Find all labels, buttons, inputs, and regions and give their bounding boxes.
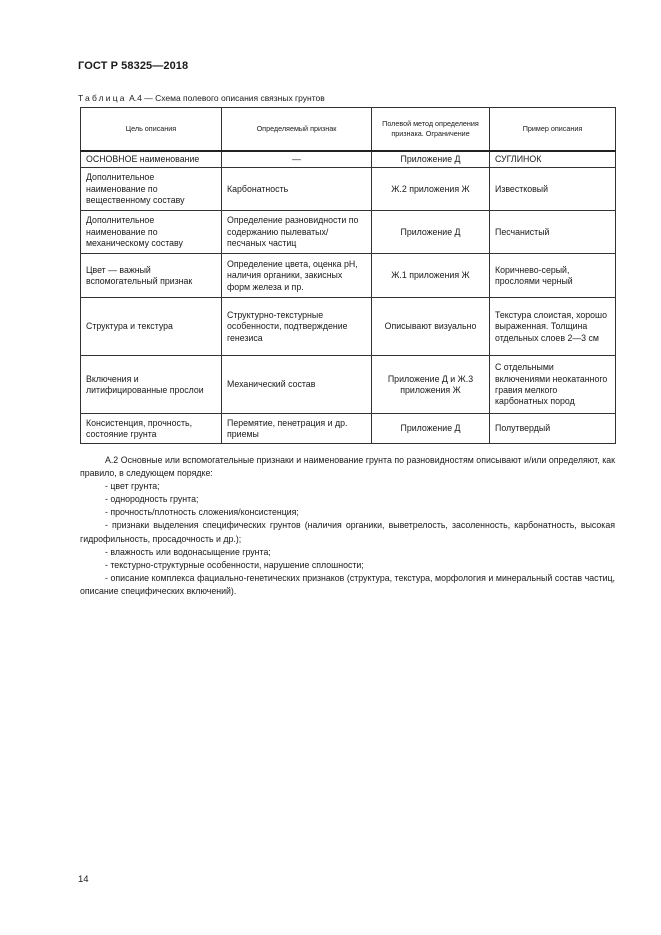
section-a2-text [80,454,615,598]
cell-method: Ж.2 приложения Ж [372,168,490,211]
cell-attribute: — [222,151,372,168]
cell-example: С отдельными включениями неокатанного гравия мелкого карбонатных пород [490,356,616,414]
list-item: - признаки выделения специфических грунтов (наличия органики, выветрелость, засоленность, карбонатность, высокая гидрофильность, просадочность и др.); [80,520,615,544]
cell-attribute: Определение разновидности по содержанию пылеватых/ песчаных частиц [222,211,372,254]
table-caption-text: А.4 — Схема полевого описания связных грунтов [126,93,325,103]
cell-method: Приложение Д [372,414,490,444]
cell-method: Приложение Д [372,151,490,168]
cell-purpose: Цвет — важный вспомогательный признак [81,254,222,298]
table-row [81,356,616,414]
cell-example: Коричнево-серый, прослоями черный [490,254,616,298]
column-header-purpose: Цель описания [81,108,222,152]
table-header-row [81,108,616,152]
table-caption-word: Таблица [78,93,127,103]
table-row [81,168,616,211]
list-item: - однородность грунта; [105,494,199,505]
list-item: - описание комплекса фациально-генетических признаков (структура, текстура, морфология и минеральный состав частиц, описание специфических включений). [80,572,615,596]
table-row [81,211,616,254]
cell-example: Известковый [490,168,616,211]
table-caption [78,93,325,103]
field-description-table [80,107,616,444]
table-row [81,254,616,298]
cell-attribute: Определение цвета, оценка pH, наличия органики, закисных форм железа и пр. [222,254,372,298]
cell-purpose: Структура и текстура [81,298,222,356]
cell-purpose: Дополнительное наименование по механическому составу [81,211,222,254]
list-item: - влажность или водонасыщение грунта; [105,546,271,557]
cell-example: СУГЛИНОК [490,151,616,168]
cell-example: Текстура слоистая, хорошо выраженная. Толщина отдельных слоев 2—3 см [490,298,616,356]
list-item: - цвет грунта; [105,481,160,492]
column-header-attribute: Определяемый признак [222,108,372,152]
cell-example: Полутвердый [490,414,616,444]
table-row [81,414,616,444]
paragraph-intro: А.2 Основные или вспомогательные признаки и наименование грунта по разновидностям описывают и/или определяют, как правило, в следующем порядке: [80,455,615,479]
cell-method: Ж.1 приложения Ж [372,254,490,298]
cell-method: Приложение Д [372,211,490,254]
column-header-method: Полевой метод определения признака. Ограничение [372,108,490,152]
table-row [81,298,616,356]
cell-purpose: Дополнительное наименование по вещественному составу [81,168,222,211]
column-header-example: Пример описания [490,108,616,152]
cell-purpose: Включения и литифицированные прослои [81,356,222,414]
cell-method: Приложение Д и Ж.3 приложения Ж [372,356,490,414]
cell-purpose: Консистенция, прочность, состояние грунта [81,414,222,444]
cell-example: Песчанистый [490,211,616,254]
cell-attribute: Перемятие, пенетрация и др. приемы [222,414,372,444]
cell-purpose: ОСНОВНОЕ наименование [81,151,222,168]
cell-attribute: Структурно-текстурные особенности, подтверждение генезиса [222,298,372,356]
list-item: - прочность/плотность сложения/консистенция; [105,507,299,518]
list-item: - текстурно-структурные особенности, нарушение сплошности; [105,559,364,570]
cell-attribute: Карбонатность [222,168,372,211]
table-row [81,151,616,168]
standard-designation: ГОСТ Р 58325—2018 [78,60,189,72]
cell-method: Описывают визуально [372,298,490,356]
cell-attribute: Механический состав [222,356,372,414]
page-number: 14 [78,874,89,885]
